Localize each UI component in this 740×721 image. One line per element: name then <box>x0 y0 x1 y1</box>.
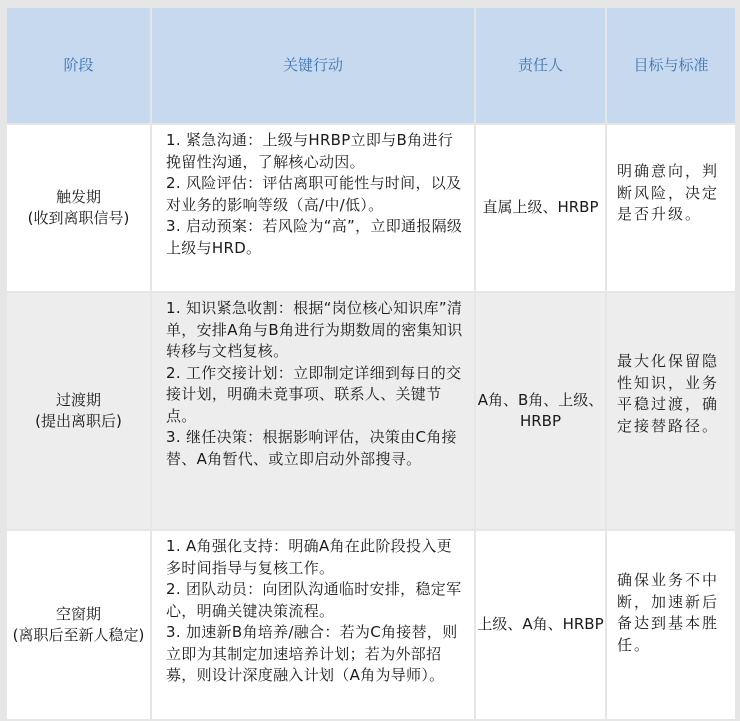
owner-cell: 直属上级、HRBP <box>476 125 605 291</box>
action-item: 2. 工作交接计划：立即制定详细到每日的交接计划，明确未竟事项、联系人、关键节点。 <box>166 363 462 425</box>
header-goal: 目标与标准 <box>607 8 735 123</box>
header-key-actions: 关键行动 <box>152 8 474 123</box>
table-row <box>7 293 735 529</box>
action-item: 1. 知识紧急收割：根据“岗位核心知识库”清单，安排A角与B角进行为期数周的密集知识转移与文档复核。 <box>166 299 463 360</box>
table-row <box>7 531 735 719</box>
phase-subtitle: (提出离职后) <box>35 412 122 430</box>
phase-name: 空窗期 <box>55 604 101 623</box>
action-item: 2. 团队动员：向团队沟通临时安排，稳定军心，明确关键决策流程。 <box>166 580 462 620</box>
action-item: 1. 紧急沟通：上级与HRBP立即与B角进行挽留性沟通，了解核心动因。 <box>166 131 454 171</box>
owner-cell: A角、B角、上级、HRBP <box>476 293 605 529</box>
action-item: 3. 加速新B角培养/融合：若为C角接替，则立即为其制定加速培养计划；若为外部招募，则设计深度融入计划（A角为导师）。 <box>166 623 458 684</box>
action-item: 2. 风险评估：评估离职可能性与时间，以及对业务的影响等级（高/中/低）。 <box>166 174 462 214</box>
goal-cell <box>607 531 735 719</box>
actions-cell <box>152 125 474 291</box>
goal-text: 最大化保留隐性知识，业务平稳过渡，确定接替路径。 <box>617 352 720 435</box>
header-owner: 责任人 <box>476 8 605 123</box>
phase-subtitle: (收到离职信号) <box>27 209 130 227</box>
actions-cell <box>152 293 474 529</box>
phase-cell <box>7 293 150 529</box>
actions-cell <box>152 531 474 719</box>
goal-text: 确保业务不中断，加速新后备达到基本胜任。 <box>617 571 720 654</box>
header-row <box>7 8 735 123</box>
phase-name: 过渡期 <box>55 390 101 409</box>
action-item: 3. 启动预案：若风险为“高”，立即通报隔级上级与HRD。 <box>166 217 463 257</box>
phase-cell <box>7 531 150 719</box>
phase-name: 触发期 <box>55 187 101 206</box>
goal-cell <box>607 125 735 291</box>
succession-plan-table <box>5 6 737 721</box>
goal-text: 明确意向，判断风险，决定是否升级。 <box>617 162 720 223</box>
phase-cell <box>7 125 150 291</box>
goal-cell <box>607 293 735 529</box>
owner-cell: 上级、A角、HRBP <box>476 531 605 719</box>
table-row <box>7 125 735 291</box>
action-item: 1. A角强化支持：明确A角在此阶段投入更多时间指导与复核工作。 <box>166 537 452 577</box>
phase-subtitle: (离职后至新人稳定) <box>12 626 145 644</box>
header-phase: 阶段 <box>7 8 150 123</box>
action-item: 3. 继任决策：根据影响评估，决策由C角接替、A角暂代、或立即启动外部搜寻。 <box>166 428 457 468</box>
